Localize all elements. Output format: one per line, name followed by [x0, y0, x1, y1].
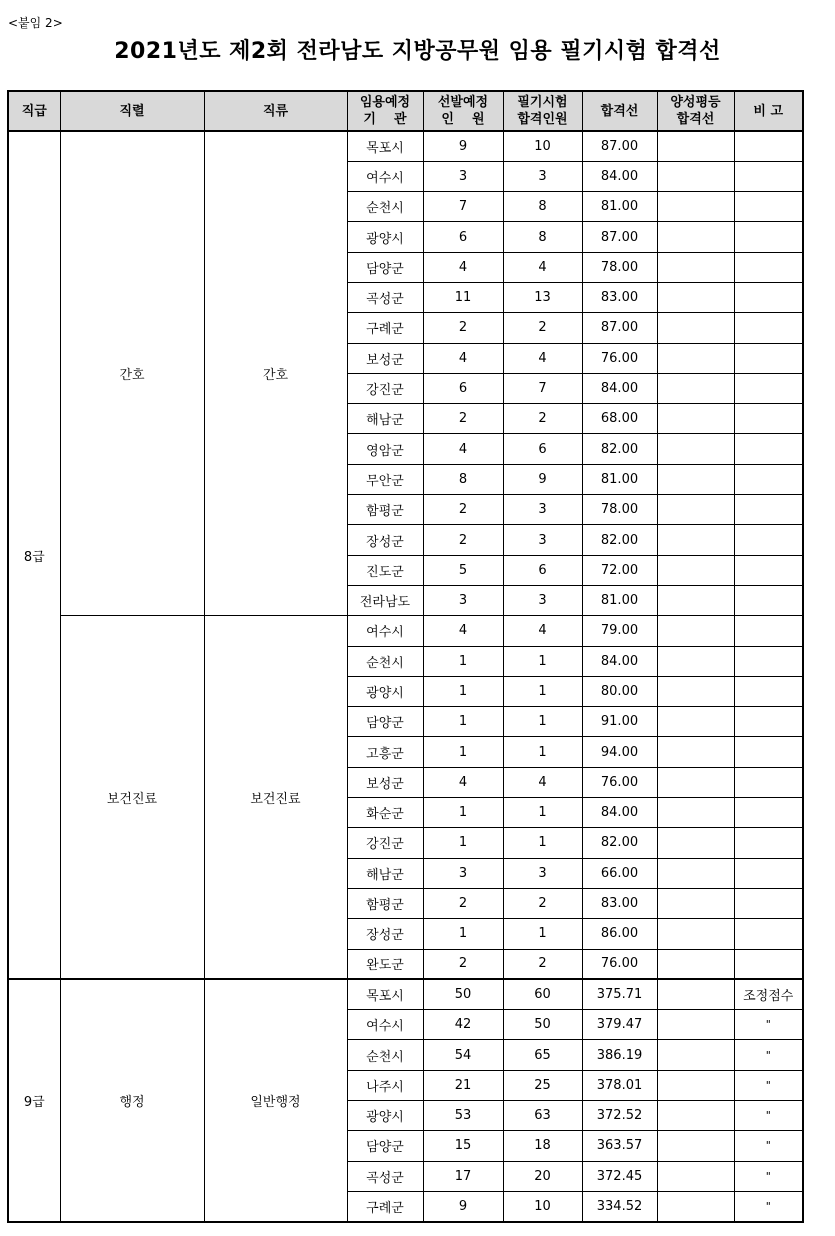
series-cell: 간호: [60, 131, 204, 616]
note-cell: [734, 313, 803, 343]
equality-cutoff-cell: [657, 555, 734, 585]
note-cell: ": [734, 1191, 803, 1221]
planned-cell: 4: [423, 343, 503, 373]
planned-cell: 1: [423, 646, 503, 676]
planned-cell: 53: [423, 1101, 503, 1131]
passed-cell: 50: [503, 1010, 582, 1040]
agency-cell: 담양군: [347, 1131, 423, 1161]
planned-cell: 3: [423, 858, 503, 888]
note-cell: [734, 949, 803, 979]
passed-cell: 1: [503, 676, 582, 706]
agency-cell: 해남군: [347, 404, 423, 434]
equality-cutoff-cell: [657, 525, 734, 555]
note-cell: [734, 404, 803, 434]
agency-cell: 광양시: [347, 1101, 423, 1131]
cutoff-cell: 91.00: [582, 707, 657, 737]
passed-cell: 6: [503, 434, 582, 464]
passed-cell: 4: [503, 616, 582, 646]
equality-cutoff-cell: [657, 979, 734, 1009]
cutoff-cell: 378.01: [582, 1070, 657, 1100]
passed-cell: 2: [503, 888, 582, 918]
cutoff-cell: 79.00: [582, 616, 657, 646]
passed-cell: 6: [503, 555, 582, 585]
note-cell: [734, 434, 803, 464]
note-cell: ": [734, 1070, 803, 1100]
equality-cutoff-cell: [657, 646, 734, 676]
planned-cell: 2: [423, 949, 503, 979]
planned-cell: 1: [423, 828, 503, 858]
header-equality-line2: 합격선: [676, 112, 715, 127]
cutoff-cell: 94.00: [582, 737, 657, 767]
agency-cell: 구례군: [347, 1191, 423, 1221]
equality-cutoff-cell: [657, 434, 734, 464]
header-equality-line1: 양성평등: [670, 95, 721, 110]
planned-cell: 54: [423, 1040, 503, 1070]
agency-cell: 무안군: [347, 464, 423, 494]
planned-cell: 3: [423, 161, 503, 191]
table-body: [8, 131, 803, 1222]
class-cell: 일반행정: [204, 979, 347, 1221]
planned-cell: 2: [423, 313, 503, 343]
agency-cell: 구례군: [347, 313, 423, 343]
planned-cell: 1: [423, 676, 503, 706]
header-planned-line2: 인 원: [441, 112, 485, 127]
cutoff-cell: 372.52: [582, 1101, 657, 1131]
series-cell: 보건진료: [60, 616, 204, 980]
header-cutoff: 합격선: [582, 91, 657, 131]
note-cell: ": [734, 1131, 803, 1161]
agency-cell: 여수시: [347, 1010, 423, 1040]
header-planned: [423, 91, 503, 131]
equality-cutoff-cell: [657, 1161, 734, 1191]
equality-cutoff-cell: [657, 131, 734, 161]
cutoff-cell: 87.00: [582, 131, 657, 161]
agency-cell: 보성군: [347, 343, 423, 373]
planned-cell: 11: [423, 282, 503, 312]
note-cell: ": [734, 1161, 803, 1191]
planned-cell: 17: [423, 1161, 503, 1191]
header-row: [8, 91, 803, 131]
header-agency: [347, 91, 423, 131]
cutoff-cell: 68.00: [582, 404, 657, 434]
equality-cutoff-cell: [657, 1191, 734, 1221]
agency-cell: 함평군: [347, 495, 423, 525]
agency-cell: 순천시: [347, 1040, 423, 1070]
cutoff-cell: 72.00: [582, 555, 657, 585]
header-passed-line1: 필기시험: [517, 95, 568, 110]
note-cell: [734, 707, 803, 737]
passed-cell: 7: [503, 373, 582, 403]
agency-cell: 여수시: [347, 616, 423, 646]
agency-cell: 완도군: [347, 949, 423, 979]
planned-cell: 1: [423, 707, 503, 737]
passed-cell: 2: [503, 404, 582, 434]
rank-cell: 9급: [8, 979, 60, 1221]
cutoff-cell: 334.52: [582, 1191, 657, 1221]
agency-cell: 목포시: [347, 131, 423, 161]
note-cell: [734, 555, 803, 585]
note-cell: [734, 919, 803, 949]
note-cell: [734, 282, 803, 312]
cutoff-cell: 363.57: [582, 1131, 657, 1161]
note-cell: [734, 222, 803, 252]
agency-cell: 목포시: [347, 979, 423, 1009]
header-agency-line2: 기 관: [363, 112, 407, 127]
passed-cell: 63: [503, 1101, 582, 1131]
agency-cell: 고흥군: [347, 737, 423, 767]
results-table: [7, 90, 804, 1223]
planned-cell: 4: [423, 767, 503, 797]
note-cell: ": [734, 1040, 803, 1070]
equality-cutoff-cell: [657, 495, 734, 525]
equality-cutoff-cell: [657, 585, 734, 615]
planned-cell: 2: [423, 404, 503, 434]
passed-cell: 3: [503, 585, 582, 615]
agency-cell: 보성군: [347, 767, 423, 797]
note-cell: [734, 495, 803, 525]
attachment-label: <붙임 2>: [8, 16, 63, 30]
agency-cell: 함평군: [347, 888, 423, 918]
equality-cutoff-cell: [657, 737, 734, 767]
cutoff-cell: 87.00: [582, 222, 657, 252]
header-passed: [503, 91, 582, 131]
class-cell: 보건진료: [204, 616, 347, 980]
agency-cell: 광양시: [347, 676, 423, 706]
note-cell: [734, 373, 803, 403]
table-row: [8, 131, 803, 161]
passed-cell: 3: [503, 161, 582, 191]
header-series: 직렬: [60, 91, 204, 131]
note-cell: [734, 767, 803, 797]
passed-cell: 2: [503, 949, 582, 979]
table-row: [8, 979, 803, 1009]
cutoff-cell: 76.00: [582, 343, 657, 373]
passed-cell: 13: [503, 282, 582, 312]
equality-cutoff-cell: [657, 767, 734, 797]
planned-cell: 9: [423, 1191, 503, 1221]
note-cell: [734, 888, 803, 918]
planned-cell: 2: [423, 525, 503, 555]
equality-cutoff-cell: [657, 222, 734, 252]
agency-cell: 담양군: [347, 707, 423, 737]
note-cell: [734, 192, 803, 222]
passed-cell: 1: [503, 919, 582, 949]
planned-cell: 5: [423, 555, 503, 585]
header-equality: [657, 91, 734, 131]
cutoff-cell: 84.00: [582, 798, 657, 828]
agency-cell: 화순군: [347, 798, 423, 828]
cutoff-cell: 83.00: [582, 888, 657, 918]
cutoff-cell: 386.19: [582, 1040, 657, 1070]
passed-cell: 25: [503, 1070, 582, 1100]
cutoff-cell: 86.00: [582, 919, 657, 949]
note-cell: [734, 646, 803, 676]
passed-cell: 18: [503, 1131, 582, 1161]
note-cell: [734, 737, 803, 767]
cutoff-cell: 82.00: [582, 828, 657, 858]
equality-cutoff-cell: [657, 373, 734, 403]
agency-cell: 장성군: [347, 525, 423, 555]
agency-cell: 순천시: [347, 192, 423, 222]
agency-cell: 해남군: [347, 858, 423, 888]
equality-cutoff-cell: [657, 919, 734, 949]
passed-cell: 60: [503, 979, 582, 1009]
header-class: 직류: [204, 91, 347, 131]
header-passed-line2: 합격인원: [517, 112, 568, 127]
note-cell: ": [734, 1101, 803, 1131]
passed-cell: 8: [503, 192, 582, 222]
note-cell: ": [734, 1010, 803, 1040]
note-cell: [734, 828, 803, 858]
note-cell: [734, 464, 803, 494]
planned-cell: 1: [423, 919, 503, 949]
passed-cell: 10: [503, 1191, 582, 1221]
agency-cell: 진도군: [347, 555, 423, 585]
cutoff-cell: 84.00: [582, 161, 657, 191]
passed-cell: 3: [503, 858, 582, 888]
equality-cutoff-cell: [657, 1101, 734, 1131]
agency-cell: 여수시: [347, 161, 423, 191]
planned-cell: 2: [423, 888, 503, 918]
agency-cell: 곡성군: [347, 1161, 423, 1191]
planned-cell: 15: [423, 1131, 503, 1161]
passed-cell: 1: [503, 798, 582, 828]
passed-cell: 3: [503, 495, 582, 525]
agency-cell: 광양시: [347, 222, 423, 252]
equality-cutoff-cell: [657, 828, 734, 858]
passed-cell: 4: [503, 252, 582, 282]
agency-cell: 영암군: [347, 434, 423, 464]
passed-cell: 1: [503, 707, 582, 737]
equality-cutoff-cell: [657, 343, 734, 373]
equality-cutoff-cell: [657, 858, 734, 888]
passed-cell: 1: [503, 828, 582, 858]
planned-cell: 6: [423, 222, 503, 252]
equality-cutoff-cell: [657, 616, 734, 646]
note-cell: [734, 676, 803, 706]
cutoff-cell: 82.00: [582, 434, 657, 464]
header-rank: 직급: [8, 91, 60, 131]
planned-cell: 21: [423, 1070, 503, 1100]
header-agency-line1: 임용예정: [359, 95, 411, 110]
note-cell: [734, 858, 803, 888]
equality-cutoff-cell: [657, 161, 734, 191]
agency-cell: 전라남도: [347, 585, 423, 615]
agency-cell: 곡성군: [347, 282, 423, 312]
note-cell: 조정점수: [734, 979, 803, 1009]
planned-cell: 7: [423, 192, 503, 222]
note-cell: [734, 525, 803, 555]
planned-cell: 1: [423, 798, 503, 828]
cutoff-cell: 81.00: [582, 464, 657, 494]
equality-cutoff-cell: [657, 252, 734, 282]
planned-cell: 50: [423, 979, 503, 1009]
cutoff-cell: 76.00: [582, 767, 657, 797]
equality-cutoff-cell: [657, 798, 734, 828]
header-planned-line1: 선발예정: [437, 95, 489, 110]
cutoff-cell: 372.45: [582, 1161, 657, 1191]
passed-cell: 65: [503, 1040, 582, 1070]
cutoff-cell: 375.71: [582, 979, 657, 1009]
note-cell: [734, 161, 803, 191]
planned-cell: 4: [423, 616, 503, 646]
equality-cutoff-cell: [657, 1010, 734, 1040]
planned-cell: 2: [423, 495, 503, 525]
equality-cutoff-cell: [657, 888, 734, 918]
note-cell: [734, 616, 803, 646]
note-cell: [734, 585, 803, 615]
passed-cell: 9: [503, 464, 582, 494]
rank-cell: 8급: [8, 131, 60, 979]
cutoff-cell: 66.00: [582, 858, 657, 888]
equality-cutoff-cell: [657, 949, 734, 979]
equality-cutoff-cell: [657, 192, 734, 222]
equality-cutoff-cell: [657, 707, 734, 737]
cutoff-cell: 81.00: [582, 585, 657, 615]
equality-cutoff-cell: [657, 313, 734, 343]
page-title: 2021년도 제2회 전라남도 지방공무원 임용 필기시험 합격선: [114, 39, 721, 64]
cutoff-cell: 379.47: [582, 1010, 657, 1040]
equality-cutoff-cell: [657, 1040, 734, 1070]
header-note: 비 고: [734, 91, 803, 131]
passed-cell: 4: [503, 767, 582, 797]
agency-cell: 강진군: [347, 828, 423, 858]
passed-cell: 20: [503, 1161, 582, 1191]
planned-cell: 8: [423, 464, 503, 494]
note-cell: [734, 252, 803, 282]
passed-cell: 1: [503, 737, 582, 767]
cutoff-cell: 87.00: [582, 313, 657, 343]
agency-cell: 순천시: [347, 646, 423, 676]
passed-cell: 4: [503, 343, 582, 373]
cutoff-cell: 78.00: [582, 252, 657, 282]
passed-cell: 1: [503, 646, 582, 676]
cutoff-cell: 81.00: [582, 192, 657, 222]
series-cell: 행정: [60, 979, 204, 1221]
note-cell: [734, 798, 803, 828]
cutoff-cell: 76.00: [582, 949, 657, 979]
equality-cutoff-cell: [657, 404, 734, 434]
planned-cell: 3: [423, 585, 503, 615]
class-cell: 간호: [204, 131, 347, 616]
equality-cutoff-cell: [657, 676, 734, 706]
planned-cell: 1: [423, 737, 503, 767]
planned-cell: 9: [423, 131, 503, 161]
cutoff-cell: 84.00: [582, 646, 657, 676]
passed-cell: 2: [503, 313, 582, 343]
equality-cutoff-cell: [657, 464, 734, 494]
table-row: [8, 616, 803, 646]
passed-cell: 8: [503, 222, 582, 252]
planned-cell: 4: [423, 434, 503, 464]
planned-cell: 4: [423, 252, 503, 282]
cutoff-cell: 80.00: [582, 676, 657, 706]
planned-cell: 6: [423, 373, 503, 403]
note-cell: [734, 131, 803, 161]
note-cell: [734, 343, 803, 373]
agency-cell: 강진군: [347, 373, 423, 403]
cutoff-cell: 84.00: [582, 373, 657, 403]
equality-cutoff-cell: [657, 282, 734, 312]
agency-cell: 장성군: [347, 919, 423, 949]
agency-cell: 담양군: [347, 252, 423, 282]
equality-cutoff-cell: [657, 1131, 734, 1161]
agency-cell: 나주시: [347, 1070, 423, 1100]
cutoff-cell: 83.00: [582, 282, 657, 312]
passed-cell: 10: [503, 131, 582, 161]
planned-cell: 42: [423, 1010, 503, 1040]
cutoff-cell: 78.00: [582, 495, 657, 525]
cutoff-cell: 82.00: [582, 525, 657, 555]
passed-cell: 3: [503, 525, 582, 555]
equality-cutoff-cell: [657, 1070, 734, 1100]
